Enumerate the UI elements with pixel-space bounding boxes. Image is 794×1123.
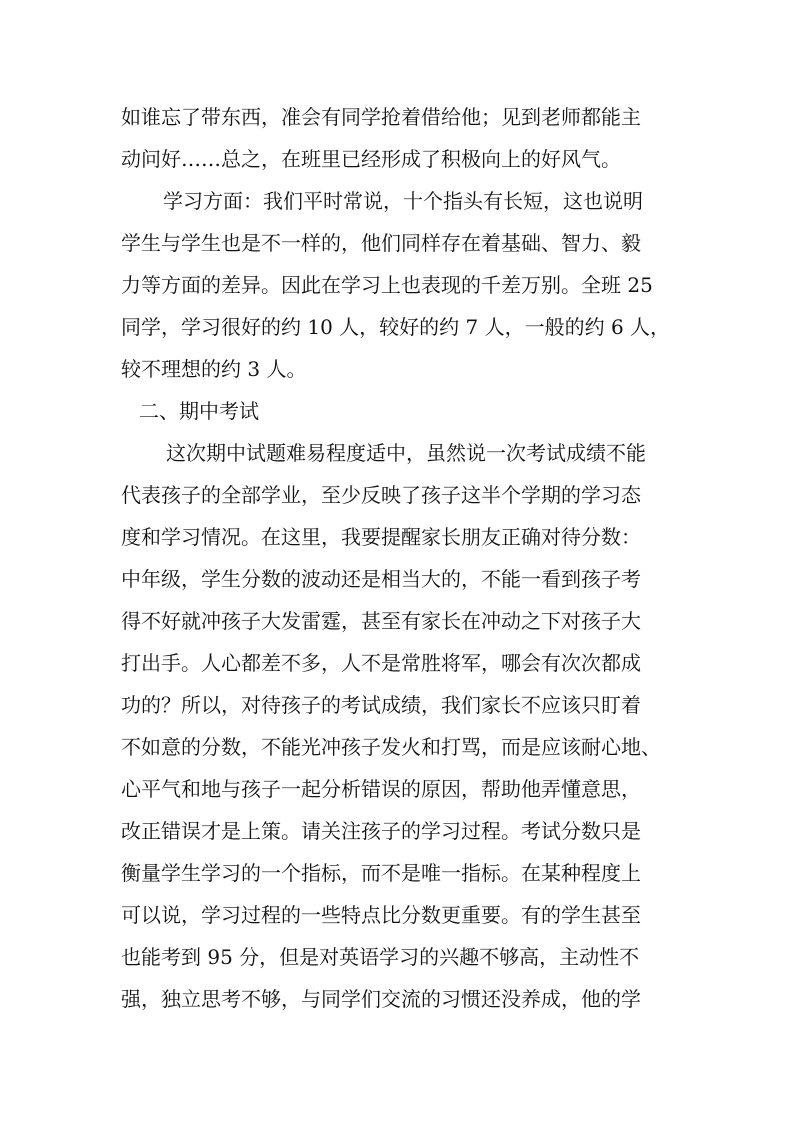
paragraph-first-line: 这次期中试题难易程度适中，虽然说一次考试成绩不能: [166, 441, 646, 465]
text-line: 不如意的分数，不能光冲孩子发火和打骂，而是应该耐心地、: [121, 735, 661, 759]
text-line: 动问好……总之，在班里已经形成了积极向上的好风气。: [121, 147, 621, 171]
text-line: 代表孩子的全部学业，至少反映了孩子这半个学期的学习态: [121, 483, 641, 507]
text-line: 改正错误才是上策。请关注孩子的学习过程。考试分数只是: [121, 819, 641, 843]
text-line: 力等方面的差异。因此在学习上也表现的千差万别。全班 25: [121, 273, 653, 297]
text-line: 得不好就冲孩子大发雷霆，甚至有家长在冲动之下对孩子大: [121, 609, 641, 633]
section-heading: 二、期中考试: [139, 399, 259, 423]
text-line: 心平气和地与孩子一起分析错误的原因，帮助他弄懂意思，: [121, 777, 641, 801]
text-line: 较不理想的约 3 人。: [121, 357, 307, 381]
text-line: 同学，学习很好的约 10 人，较好的约 7 人，一般的约 6 人，: [121, 315, 671, 339]
text-line: 也能考到 95 分，但是对英语学习的兴趣不够高，主动性不: [121, 945, 640, 969]
text-line: 功的？所以，对待孩子的考试成绩，我们家长不应该只盯着: [121, 693, 641, 717]
text-line: 强，独立思考不够，与同学们交流的习惯还没养成，他的学: [121, 987, 641, 1011]
text-line: 如谁忘了带东西，准会有同学抢着借给他；见到老师都能主: [121, 105, 641, 129]
text-line: 打出手。人心都差不多，人不是常胜将军，哪会有次次都成: [121, 651, 641, 675]
text-line: 中年级，学生分数的波动还是相当大的，不能一看到孩子考: [121, 567, 641, 591]
paragraph-first-line: 学习方面：我们平时常说，十个指头有长短，这也说明: [163, 189, 643, 213]
text-line: 衡量学生学习的一个指标，而不是唯一指标。在某种程度上: [121, 861, 641, 885]
text-line: 可以说，学习过程的一些特点比分数更重要。有的学生甚至: [121, 903, 641, 927]
text-line: 度和学习情况。在这里，我要提醒家长朋友正确对待分数：: [121, 525, 641, 549]
text-line: 学生与学生也是不一样的，他们同样存在着基础、智力、毅: [121, 231, 641, 255]
